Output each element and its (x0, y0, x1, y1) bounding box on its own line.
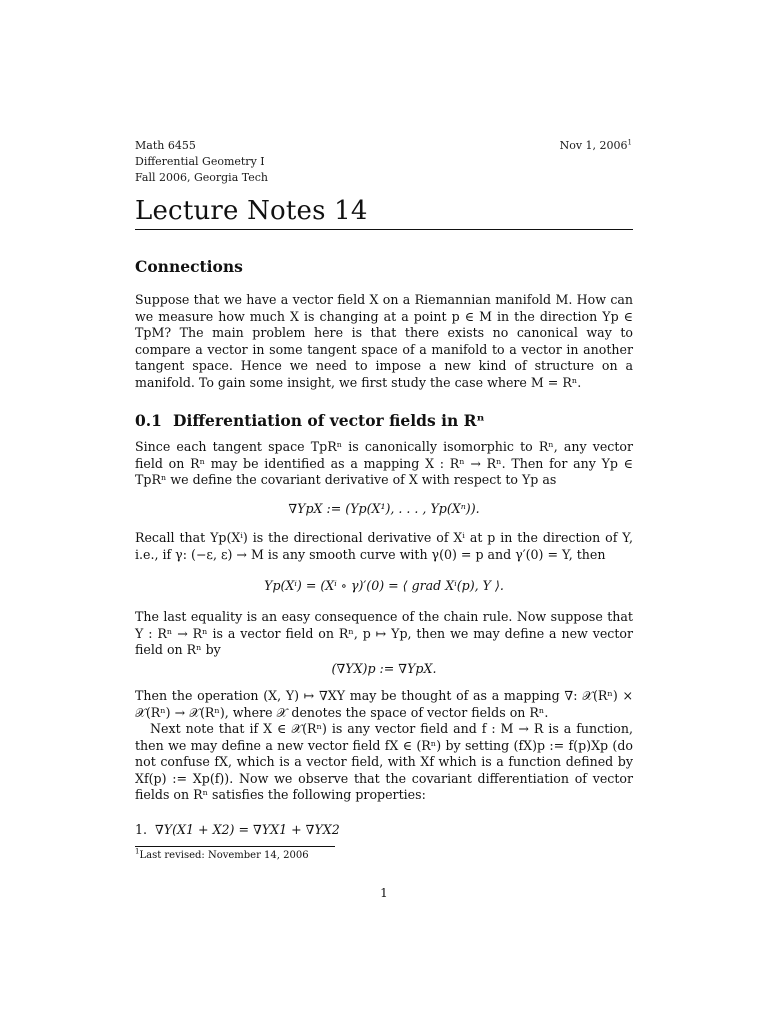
section-connections-heading: Connections (135, 257, 243, 276)
list-item-text: ∇Y(X1 + X2) = ∇YX1 + ∇YX2 (155, 822, 340, 837)
title-rule (135, 229, 633, 230)
properties-list (135, 822, 340, 838)
course-header (135, 138, 268, 186)
section-differentiation-heading (135, 411, 485, 430)
course-number: Math 6455 (135, 139, 196, 152)
list-item (135, 822, 340, 838)
chain-rule-paragraph: The last equality is an easy consequence of the chain rule. Now suppose that Y : Rⁿ → Rⁿ is a vector field on Rⁿ, p ↦ Yp, then we may define a new vector field on Rⁿ by (135, 609, 633, 657)
course-subject: Differential Geometry I (135, 155, 265, 168)
operation-paragraph: Then the operation (X, Y) ↦ ∇XY may be thought of as a mapping ∇: 𝒳(Rⁿ) × 𝒳(Rⁿ) → 𝒳(Rⁿ), where 𝒳 denotes the space of vector fields on Rⁿ. (135, 688, 633, 720)
operation-paragraphs (135, 688, 633, 804)
footnote (135, 849, 309, 863)
page-number: 1 (380, 886, 388, 900)
date: Nov 1, 2006 (559, 139, 628, 152)
connections-paragraph: Suppose that we have a vector field X on a Riemannian manifold M. How can we measure how much X is changing at a point p ∈ M in the direction Yp ∈ TpM? The main problem here is that there exists no canonical way to compare a vector in some tangent space of a manifold to a vector in another tangent space. Hence we need to impose a new kind of structure on a manifold. To gain some insight, we first study the case where M = Rⁿ. (135, 292, 633, 390)
covariant-derivative-equation: ∇YpX := (Yp(X¹), . . . , Yp(Xⁿ)). (288, 501, 480, 516)
footnote-mark: 1 (135, 847, 140, 856)
section-title: Differentiation of vector fields in Rⁿ (173, 411, 485, 430)
directional-derivative-equation: Yp(Xⁱ) = (Xⁱ ∘ γ)′(0) = ⟨ grad Xⁱ(p), Y ⟩. (264, 578, 504, 593)
course-term: Fall 2006, Georgia Tech (135, 171, 268, 184)
function-field-paragraph: Next note that if X ∈ 𝒳(Rⁿ) is any vector field and f : M → R is a function, then we may define a new vector field fX ∈ (Rⁿ) by setting (fX)p := f(p)Xp (do not confuse fX, which is a vector field, with Xf which is a function defined by Xf(p) := Xp(f)). Now we observe that the covariant differentiation of vector fields on Rⁿ satisfies the following properties: (135, 721, 633, 802)
footnote-text: Last revised: November 14, 2006 (139, 850, 309, 861)
page-title: Lecture Notes 14 (135, 196, 368, 226)
footnote-rule (135, 846, 335, 847)
section-number: 0.1 (135, 411, 162, 430)
vector-field-equation: (∇YX)p := ∇YpX. (331, 661, 437, 676)
date-footnote-mark: 1 (627, 138, 632, 147)
directional-derivative-paragraph: Recall that Yp(Xⁱ) is the directional derivative of Xⁱ at p in the direction of Y, i.e., if γ: (−ε, ε) → M is any smooth curve with γ(0) = p and γ′(0) = Y, then (135, 530, 633, 562)
date-header (520, 138, 632, 154)
list-item-number: 1. (135, 822, 148, 837)
covariant-derivative-paragraph: Since each tangent space TpRⁿ is canonically isomorphic to Rⁿ, any vector field on Rⁿ may be identified as a mapping X : Rⁿ → Rⁿ. Then for any Yp ∈ TpRⁿ we define the covariant derivative of X with respect to Yp as (135, 439, 633, 487)
